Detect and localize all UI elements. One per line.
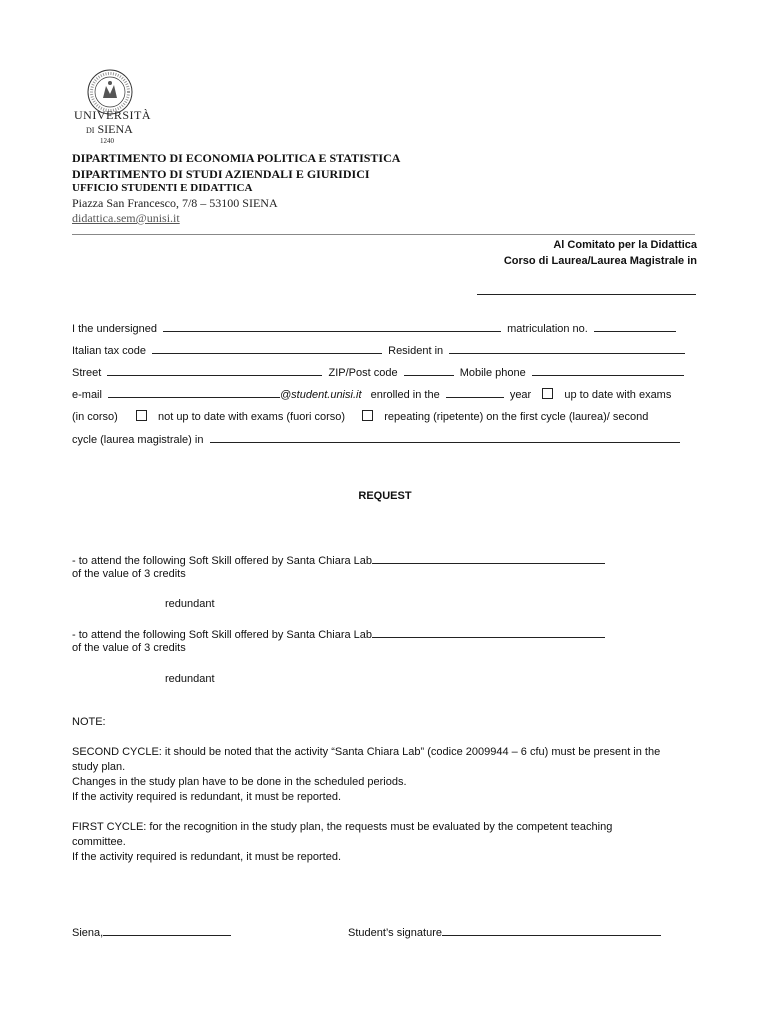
up-to-date-checkbox[interactable]: [542, 388, 553, 399]
tax-code-field[interactable]: [152, 343, 382, 354]
signature-place: [72, 925, 231, 939]
matriculation-field[interactable]: [594, 321, 676, 332]
recipient-line-2: Corso di Laurea/Laurea Magistrale in: [503, 255, 697, 267]
form-row-email: [72, 387, 671, 401]
request-item-2: [72, 627, 605, 641]
note-first-cycle-1: FIRST CYCLE: for the recognition in the study plan, the requests must be evaluated by the competent teaching: [72, 821, 613, 833]
note-second-cycle-2: study plan.: [72, 761, 126, 773]
up-to-date-label: up to date with exams: [564, 389, 672, 401]
enrolled-label: enrolled in the: [370, 389, 440, 401]
name-field[interactable]: [163, 321, 501, 332]
cycle-field[interactable]: [210, 432, 680, 443]
email-field[interactable]: [108, 387, 280, 398]
repeating-checkbox[interactable]: [362, 410, 373, 421]
request-item-2-credits: of the value of 3 credits: [72, 642, 186, 654]
request-item-2-redundant: redundant: [165, 673, 215, 685]
soft-skill-2-field[interactable]: [372, 627, 605, 638]
request-item-2-text: - to attend the following Soft Skill offered by Santa Chiara Lab: [72, 629, 373, 641]
request-title: REQUEST: [358, 490, 412, 502]
note-second-cycle-4: If the activity required is redundant, it must be reported.: [72, 791, 342, 803]
form-row-tax: [72, 343, 685, 357]
request-item-1-redundant: redundant: [165, 598, 215, 610]
form-row-street: [72, 365, 684, 379]
year-field[interactable]: [446, 387, 504, 398]
resident-label: Resident in: [388, 345, 444, 357]
office-address: Piazza San Francesco, 7/8 – 53100 SIENA: [72, 196, 278, 210]
department-2: DIPARTIMENTO DI STUDI AZIENDALI E GIURIDICI: [72, 167, 370, 181]
note-second-cycle-3: Changes in the study plan have to be done in the scheduled periods.: [72, 776, 407, 788]
course-field[interactable]: [477, 284, 696, 295]
university-year: 1240: [100, 137, 114, 145]
signature-student: [348, 925, 661, 939]
department-1: DIPARTIMENTO DI ECONOMIA POLITICA E STATISTICA: [72, 151, 401, 165]
form-row-undersigned: [72, 321, 676, 335]
form-row-cycle: [72, 432, 680, 446]
soft-skill-1-field[interactable]: [372, 553, 605, 564]
university-name: UNIVERSITÀ: [74, 108, 151, 122]
university-city: DI SIENA: [86, 122, 133, 136]
repeating-label: repeating (ripetente) on the first cycle (laurea)/ second: [384, 411, 649, 423]
request-item-1-text: - to attend the following Soft Skill offered by Santa Chiara Lab: [72, 555, 373, 567]
year-label: year: [509, 389, 532, 401]
zip-label: ZIP/Post code: [328, 367, 398, 379]
cycle-label: cycle (laurea magistrale) in: [72, 434, 204, 446]
street-label: Street: [72, 367, 102, 379]
matriculation-label: matriculation no.: [507, 323, 588, 335]
note-first-cycle-3: If the activity required is redundant, it must be reported.: [72, 851, 342, 863]
resident-field[interactable]: [449, 343, 685, 354]
office-email[interactable]: didattica.sem@unisi.it: [72, 211, 180, 225]
signature-field[interactable]: [442, 925, 661, 936]
not-up-to-date-label: not up to date with exams (fuori corso): [157, 411, 346, 423]
header-divider: [72, 234, 695, 235]
request-item-1: [72, 553, 605, 567]
request-item-1-credits: of the value of 3 credits: [72, 568, 186, 580]
not-up-to-date-checkbox[interactable]: [136, 410, 147, 421]
office-name: UFFICIO STUDENTI E DIDATTICA: [72, 182, 253, 194]
note-title: NOTE:: [72, 716, 106, 728]
note-first-cycle-2: committee.: [72, 836, 126, 848]
place-label: Siena,: [72, 927, 104, 939]
signature-label: Student’s signature: [348, 927, 442, 939]
zip-field[interactable]: [404, 365, 454, 376]
email-label: e-mail: [72, 389, 102, 401]
mobile-field[interactable]: [532, 365, 684, 376]
in-corso-label: (in corso): [72, 411, 118, 423]
tax-code-label: Italian tax code: [72, 345, 146, 357]
street-field[interactable]: [107, 365, 322, 376]
form-row-status: [72, 410, 648, 423]
undersigned-label: I the undersigned: [72, 323, 158, 335]
date-field[interactable]: [103, 925, 231, 936]
recipient-line-1: Al Comitato per la Didattica: [553, 239, 697, 251]
mobile-label: Mobile phone: [459, 367, 526, 379]
email-domain: @student.unisi.it: [280, 389, 362, 401]
note-second-cycle-1: SECOND CYCLE: it should be noted that the activity “Santa Chiara Lab” (codice 2009944 – 6 cfu) must be present in the: [72, 746, 661, 758]
